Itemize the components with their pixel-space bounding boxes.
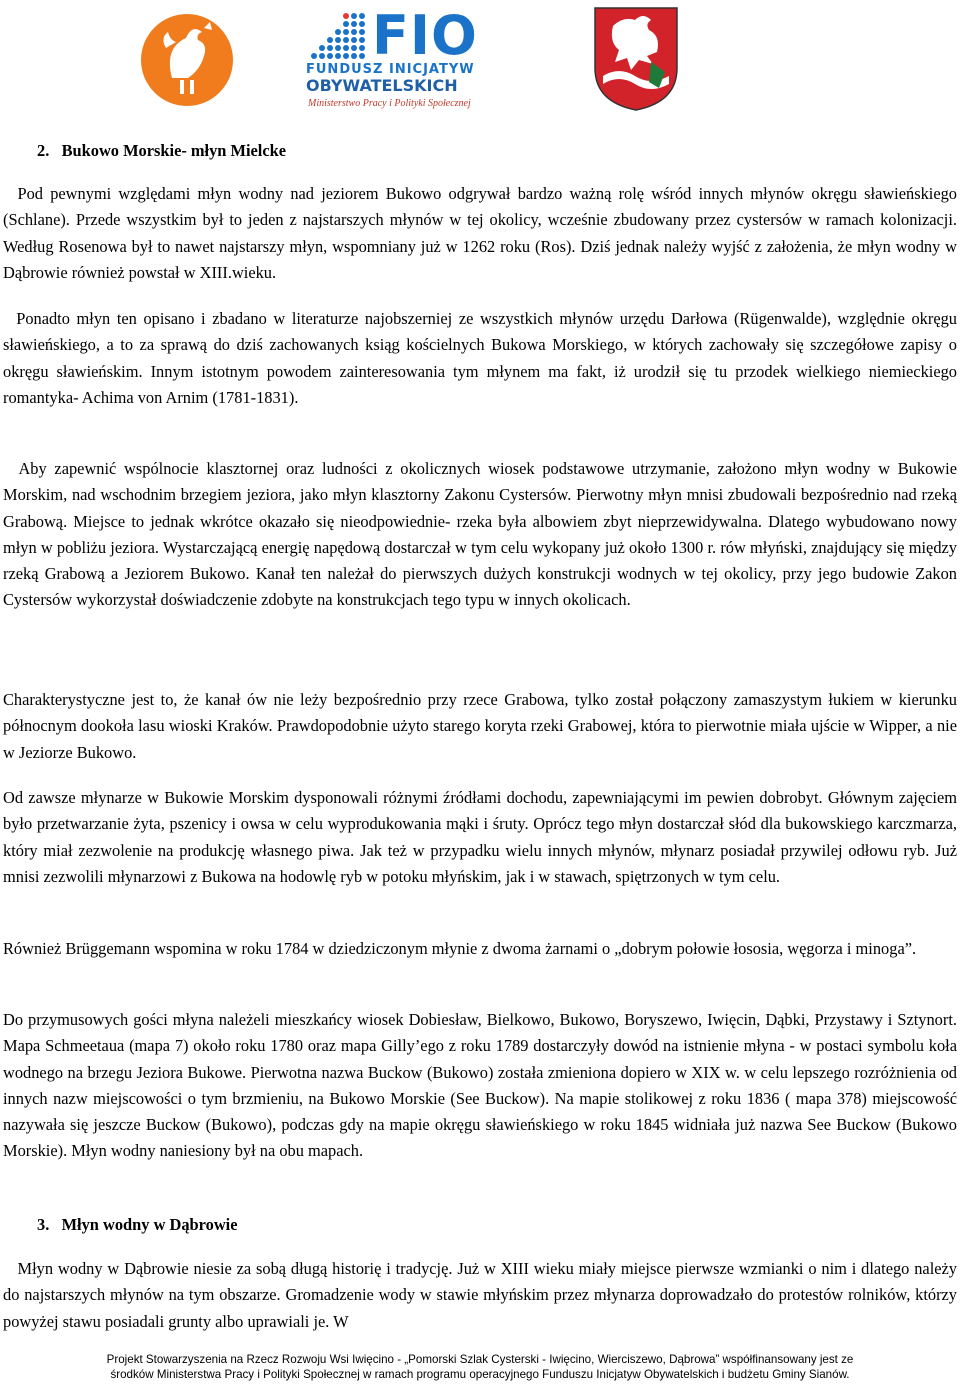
section-heading-2: 2. Bukowo Morskie- młyn Mielcke — [37, 141, 287, 160]
coat-of-arms-logo — [593, 6, 679, 112]
paragraph-3: Aby zapewnić wspólnocie klasztornej oraz ludności z okolicznych wiosek podstawowe utrzymanie, założono młyn wodny w Bukowie Morskim, nad wschodnim brzegiem jeziora, jako młyn klasztorny Zakonu Cystersów. Pierwotny młyn mnisi zbudowali bezpośrednio nad rzeką Grabową. Miejsce to jednak wkrótce okazało się nieodpowiednie- rzeka była albowiem zbyt nieprzewidywalna. Dlatego wybudowano nowy młyn w pobliżu jeziora. Wystarczającą energię napędową dostarczał w tym celu wykopany już około 1300 r. rów młyński, znajdujący się między rzeką Grabową a Jeziorem Bukowo. Kanał ten należał do pierwszych dużych konstrukcji wodnych w tej okolicy, przy jego budowie Zakon Cystersów wykorzystał doświadczenie zdobyte na konstrukcjach tego typu w innych okolicach. — [3, 459, 957, 610]
footer-line-2: środków Ministerstwa Pracy i Polityki Społecznej w ramach programu operacyjnego Funduszu Inicjatyw Obywatelskich i budżetu Gminy Sianów. — [110, 1368, 850, 1381]
rooster-logo — [132, 8, 242, 108]
section-heading-3: 3. Młyn wodny w Dąbrowie — [37, 1215, 238, 1234]
header-logos — [0, 0, 960, 120]
footer-line-1: Projekt Stowarzyszenia na Rzecz Rozwoju Wsi Iwięcino - „Pomorski Szlak Cysterski - Iwięcino, Wierciszewo, Dąbrowa” współfinansowany jest ze — [106, 1353, 854, 1366]
fio-logo — [300, 4, 480, 114]
fio-logo-ministry: Ministerstwo Pracy i Polityki Społecznej — [308, 98, 471, 109]
fio-logo-line1: FUNDUSZ INICJATYW — [306, 62, 475, 77]
paragraph-4: Charakterystyczne jest to, że kanał ów nie leży bezpośrednio przy rzece Grabowa, tylko został połączony zamaszystym łukiem w kierunku północnym dookoła lasu wioski Kraków. Prawdopodobnie użyto starego koryta rzeki Grabowej, która to pierwotnie miała ujście w Wipper, a nie w Jeziorze Bukowo. — [3, 690, 957, 762]
paragraph-8: Młyn wodny w Dąbrowie niesie za sobą długą historię i tradycję. Już w XIII wieku miały miejsce pierwsze wzmianki o nim i dlatego należy do najstarszych młynów na tym obszarze. Gromadzenie wody w stawie młyńskim przez młynarza doprowadzało do protestów rolników, którzy powyżej stawu posiadali grunty albo uprawiali je. W — [3, 1259, 957, 1331]
fio-logo-line2: OBYWATELSKICH — [306, 76, 458, 95]
paragraph-6: Również Brüggemann wspomina w roku 1784 w dziedziczonym młynie z dwoma żarnami o „dobrym połowie łososia, węgorza i minoga”. — [3, 939, 917, 958]
paragraph-2: Ponadto młyn ten opisano i zbadano w literaturze najobszerniej ze wszystkich młynów urzędu Darłowa (Rügenwalde), względnie okręgu sławieńskiego, a to za sprawą do dziś zachowanych ksiąg kościelnych Bukowa Morskiego, w których zachowały się szczegółowe zapisy o okręgu sławieńskim. Innym istotnym powodem zainteresowania tym młynem ma fakt, iż urodził się tu przodek wielkiego niemieckiego romantyka- Achima von Arnim (1781-1831). — [3, 309, 957, 407]
fio-logo-title: FIO — [372, 4, 478, 67]
paragraph-7: Do przymusowych gości młyna należeli mieszkańcy wiosek Dobiesław, Bielkowo, Bukowo, Boryszewo, Iwięcin, Dąbki, Przystawy i Sztynort. Mapa Schmeetaua (mapa 7) około roku 1780 oraz mapa Gilly’ego z roku 1789 dostarczyły dowód na istnienie młyna - w postaci symbolu koła wodnego na brzegu Jeziora Bukowe. Pierwotna nazwa Buckow (Bukowo) została zmieniona dopiero w XIX w. w celu lepszego rozróżnienia od innych nazw miejscowości o tym brzmieniu, na Bukowo Morskie (See Buckow). Na mapie stolikowej z roku 1836 ( mapa 378) miejscowość nazywała się jeszcze Buckow (Bukowo), podczas gdy na mapie okręgu sławieńskiego w roku 1845 widniała już nazwa See Buckow (Bukowo Morskie). Młyn wodny naniesiony był na obu mapach. — [3, 1010, 957, 1161]
paragraph-5: Od zawsze młynarze w Bukowie Morskim dysponowali różnymi źródłami dochodu, zapewniającymi im pewien dobrobyt. Głównym zajęciem było przetwarzanie żyta, pszenicy i owsa w celu wyprodukowania mąki i śruty. Oprócz tego młyn dostarczał słód dla bukowskiego karczmarza, który miał zezwolenie na produkcję własnego piwa. Jak też w przypadku wielu innych młynów, młynarz posiadał przywilej odłowu ryb. Już mnisi zezwolili młynarzowi z Bukowa na hodowlę ryb w potoku młyńskim, jak i w stawach, spiętrzonych w tym celu. — [3, 788, 957, 886]
dots-icon — [304, 6, 374, 64]
paragraph-1: Pod pewnymi względami młyn wodny nad jeziorem Bukowo odgrywał bardzo ważną rolę wśród innych młynów okręgu sławieńskiego (Schlane). Przede wszystkim był to jeden z najstarszych młynów w tej okolicy, wcześnie zbudowany przez cystersów w ramach kolonizacji. Według Rosenowa był to nawet najstarszy młyn, wspomniany już w 1262 roku (Ros). Dziś jednak należy wyjść z założenia, że młyn wodny w Dąbrowie również powstał w XIII.wieku. — [3, 184, 957, 282]
page-footer — [0, 1352, 960, 1382]
